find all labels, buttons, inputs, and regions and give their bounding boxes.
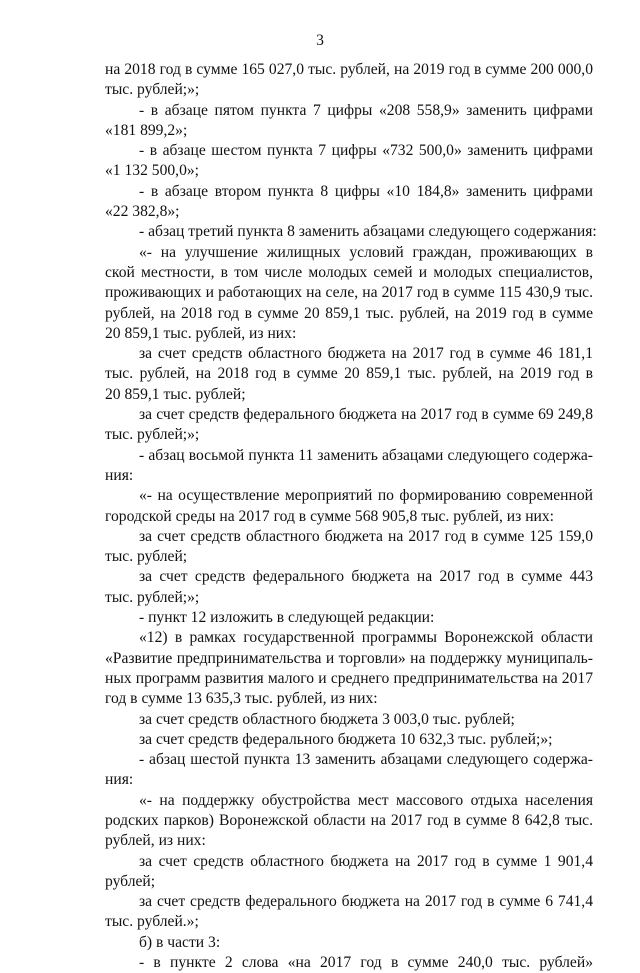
text-line: 20 859,1 тыс. рублей, из них: [105, 324, 297, 342]
text-line: родских парков) Воронежской области на 2017 год в сумме 8 642,8 тыс. [105, 811, 593, 829]
text-line: «Развитие предпринимательства и торговли» на поддержку муниципаль- [105, 649, 593, 667]
text-line: - абзац восьмой пункта 11 заменить абзацами следующего содержа- [139, 446, 593, 464]
text-line: рублей; [105, 872, 156, 890]
text-line: за счет средств федерального бюджета на 2017 год в сумме 69 249,8 [139, 406, 593, 424]
text-line: тыс. рублей, на 2018 год в сумме 20 859,1 тыс. рублей, на 2019 год в [105, 365, 593, 383]
page-number: 3 [316, 32, 324, 49]
text-line: 20 859,1 тыс. рублей; [105, 385, 246, 403]
text-line: - абзац шестой пункта 13 заменить абзацами следующего содержа- [139, 751, 593, 769]
text-line: - пункт 12 изложить в следующей редакции: [139, 609, 435, 627]
text-line: - в абзаце втором пункта 8 цифры «10 184,8» заменить цифрами [139, 182, 593, 200]
text-line: тыс. рублей;»; [105, 588, 200, 606]
text-line: «1 132 500,0»; [105, 162, 199, 180]
text-line: - в абзаце пятом пункта 7 цифры «208 558,9» заменить цифрами [139, 101, 593, 119]
text-line: за счет средств федерального бюджета на 2017 год в сумме 443 [139, 568, 593, 586]
text-line: «- на осуществление мероприятий по формированию современной [139, 487, 593, 505]
text-line: за счет средств областного бюджета 3 003,0 тыс. рублей; [139, 710, 515, 728]
document-body [105, 60, 597, 973]
text-line: тыс. рублей;»; [105, 81, 200, 99]
text-line: ской местности, в том числе молодых семей и молодых специалистов, [105, 263, 593, 281]
text-line: год в сумме 13 635,3 тыс. рублей, из них: [105, 690, 378, 708]
text-line: за счет средств областного бюджета на 2017 год в сумме 46 181,1 [139, 345, 593, 363]
text-line: «22 382,8»; [105, 203, 180, 221]
text-line: за счет средств областного бюджета на 2017 год в сумме 125 159,0 [139, 527, 593, 545]
text-line: рублей, из них: [105, 832, 206, 850]
text-line: ных программ развития малого и среднего предпринимательства на 2017 [105, 669, 593, 687]
text-line: тыс. рублей; [105, 548, 188, 566]
text-line: - в абзаце шестом пункта 7 цифры «732 500,0» заменить цифрами [139, 142, 593, 160]
text-line: на 2018 год в сумме 165 027,0 тыс. рублей, на 2019 год в сумме 200 000,0 [105, 61, 593, 78]
text-line: тыс. рублей.»; [105, 913, 199, 931]
text-line: за счет средств федерального бюджета 10 632,3 тыс. рублей;»; [139, 730, 553, 748]
text-line: «181 899,2»; [105, 121, 188, 139]
text-line: городской среды на 2017 год в сумме 568 905,8 тыс. рублей, из них: [105, 507, 555, 525]
text-line: «12) в рамках государственной программы Воронежской области [139, 629, 593, 647]
text-line: за счет средств областного бюджета на 2017 год в сумме 1 901,4 [139, 852, 593, 870]
text-line: б) в части 3: [139, 933, 221, 951]
text-line: рублей, на 2018 год в сумме 20 859,1 тыс. рублей, на 2019 год в сумме [105, 304, 593, 322]
text-line: - в пункте 2 слова «на 2017 год в сумме 240,0 тыс. рублей» [139, 954, 593, 972]
text-line: тыс. рублей;»; [105, 426, 200, 444]
text-line: ния: [105, 771, 134, 789]
text-line: ния: [105, 466, 134, 484]
text-line: «- на поддержку обустройства мест массового отдыха населения [139, 791, 593, 809]
text-line: за счет средств федерального бюджета на 2017 год в сумме 6 741,4 [139, 893, 593, 911]
text-line: «- на улучшение жилищных условий граждан, проживающих в [139, 243, 593, 261]
text-line: - абзац третий пункта 8 заменить абзацами следующего содержания: [139, 223, 597, 241]
text-line: проживающих и работающих на селе, на 2017 год в сумме 115 430,9 тыс. [105, 284, 593, 302]
